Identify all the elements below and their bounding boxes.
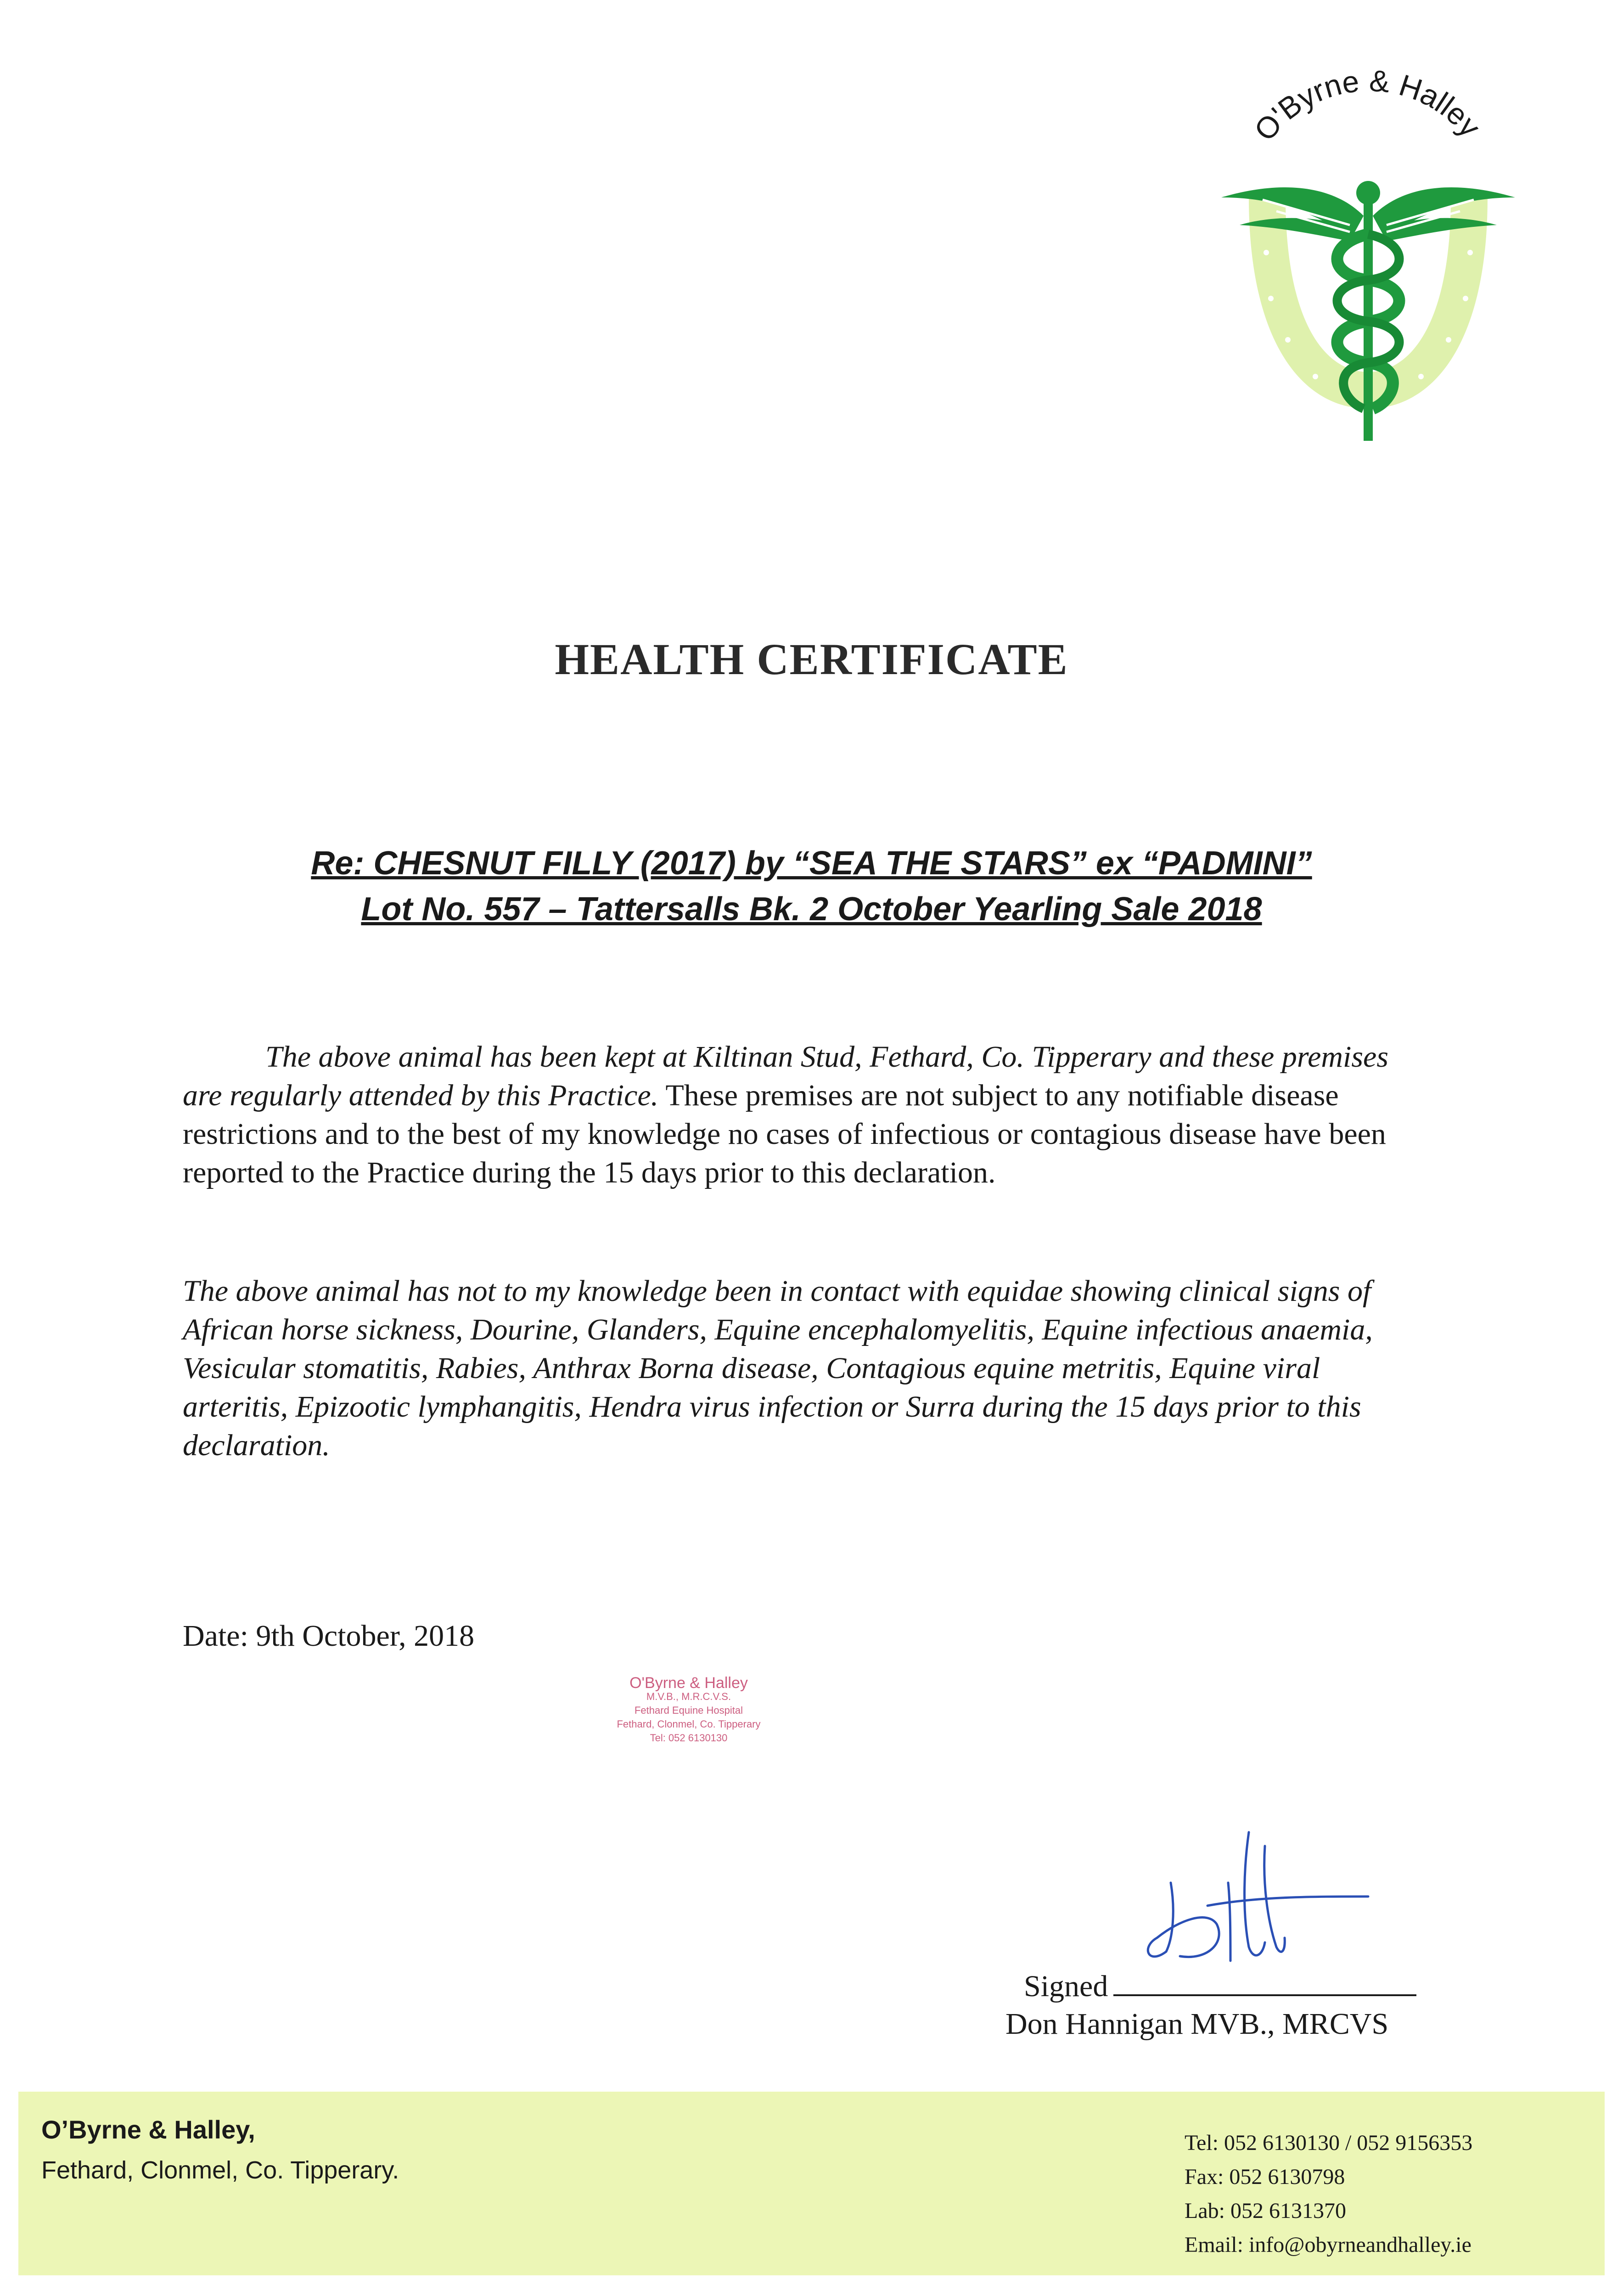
caduceus-horseshoe-icon [1212, 60, 1524, 445]
paragraph-premises-plain: These premises are not subject to any notifiable disease restrictions and to the best of my knowledge no cases of infectious or contagious disease have been reported to the Practice during the 15 days prior to this declaration. [183, 1079, 1386, 1189]
footer-email: Email: info@obyrneandhalley.ie [1185, 2233, 1471, 2257]
subject-line-1: Re: CHESNUT FILLY (2017) by “SEA THE STARS” ex “PADMINI” [311, 845, 1312, 882]
practice-logo [1212, 60, 1524, 445]
paragraph-disease-contact: The above animal has not to my knowledge been in contact with equidae showing clinical signs of African horse sickness, Dourine, Glanders, Equine encephalomyelitis, Equine infectious anaemia, Vesicular stomatitis, Rabies, Anthrax Borna disease, Contagious equine metritis, Equine viral arteritis, Epizootic lymphangitis, Hendra virus infection or Surra during the 15 days prior to this declaration. [183, 1274, 1373, 1462]
footer-fax: Fax: 052 6130798 [1185, 2165, 1345, 2189]
footer-tel: Tel: 052 6130130 / 052 9156353 [1185, 2131, 1473, 2155]
footer-address: Fethard, Clonmel, Co. Tipperary. [41, 2156, 399, 2184]
logo-text: O'Byrne & Halley [1247, 63, 1488, 147]
practice-stamp: O'Byrne & Halley M.V.B., M.R.C.V.S. Fethard Equine Hospital Fethard, Clonmel, Co. Tipperary Tel: 052 6130130 [617, 1674, 761, 1744]
footer-contacts [1185, 2126, 1472, 2262]
document-title: HEALTH CERTIFICATE [555, 635, 1068, 684]
footer-lab: Lab: 052 6131370 [1185, 2199, 1346, 2223]
certificate-date: Date: 9th October, 2018 [183, 1619, 475, 1653]
handwritten-signature [1139, 1828, 1377, 1979]
signer-name: Don Hannigan MVB., MRCVS [1005, 2007, 1389, 2041]
footer-practice-name: O’Byrne & Halley, [41, 2115, 255, 2144]
subject-block [0, 840, 1623, 932]
signature-line [1113, 1968, 1416, 1996]
signed-label: Signed [1024, 1970, 1108, 2003]
paragraph-premises-italic: The above animal has been kept at Kiltinan Stud, Fethard, Co. Tipperary and these premises are regularly attended by this Practice. [183, 1040, 1389, 1112]
paragraph-premises [183, 1038, 1418, 1192]
subject-line-2: Lot No. 557 – Tattersalls Bk. 2 October Yearling Sale 2018 [361, 891, 1262, 928]
signed-row [1024, 1968, 1416, 2004]
footer-band [18, 2092, 1605, 2275]
svg-text:O'Byrne & Halley [1247, 63, 1488, 147]
